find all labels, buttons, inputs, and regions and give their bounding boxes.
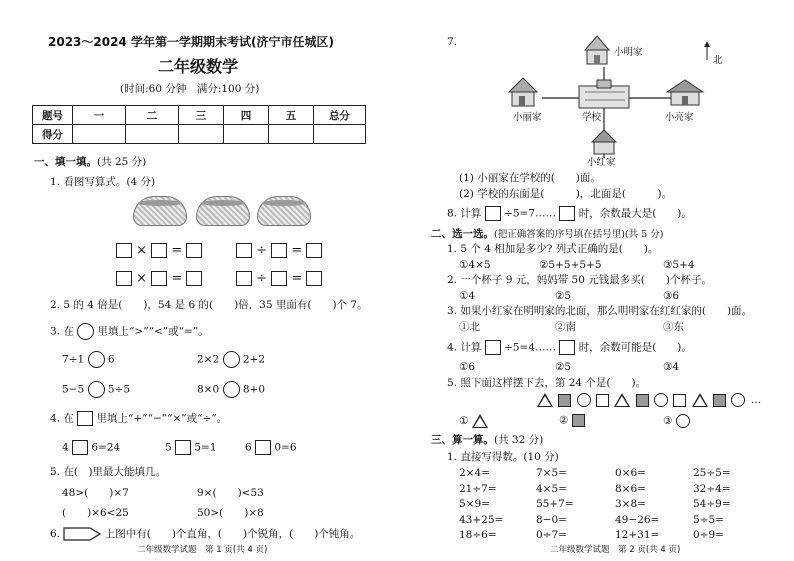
compare-circle[interactable] xyxy=(88,381,105,398)
calc-item: 21÷7= xyxy=(459,482,497,495)
calc-item: 8−0= xyxy=(536,513,567,526)
option[interactable]: ① xyxy=(459,414,490,428)
operator-item: 4 6=24 xyxy=(62,441,121,454)
compare-circle-icon xyxy=(77,323,94,340)
calc-item: 3×8= xyxy=(615,498,646,510)
answer-box[interactable] xyxy=(116,271,132,286)
option[interactable]: ③4 xyxy=(663,361,680,373)
option[interactable]: ②南 xyxy=(555,321,576,333)
calc-item: 32÷4= xyxy=(693,482,731,495)
compare-item: 5−5 5÷5 xyxy=(62,381,130,398)
equation-times-row: × = xyxy=(116,243,202,259)
option[interactable]: ③ xyxy=(663,414,692,428)
answer-box[interactable] xyxy=(271,243,287,258)
compare-circle[interactable] xyxy=(88,351,105,368)
q7-1-text: (1) 小丽家在学校的( )面。 xyxy=(459,172,601,184)
compare-item: 8×0 8+0 xyxy=(197,381,265,398)
option[interactable]: ②5 xyxy=(555,361,572,373)
fill-item: 48>( )×7 xyxy=(62,487,129,499)
compare-item: 2×2 2+2 xyxy=(197,351,265,368)
option[interactable]: ②5 xyxy=(555,290,572,302)
label-xiaoming: 小明家 xyxy=(614,47,643,58)
option[interactable]: ①6 xyxy=(459,361,476,373)
fishbowl-image xyxy=(257,196,311,226)
answer-box[interactable] xyxy=(559,206,575,221)
s2-q4-text: 4. 计算 ÷5=4…… 时，余数可能是( )。 xyxy=(447,341,692,354)
xiaohong-house-icon xyxy=(592,130,616,154)
calc-item: 5×9= xyxy=(459,498,490,510)
calc-item: 8×6= xyxy=(615,482,646,495)
q6-text: 6. 上图中有( )个直角，( )个锐角，( )个钝角。 xyxy=(50,528,361,540)
option[interactable]: ③6 xyxy=(663,290,680,302)
time-info: (时间:60 分钟 满分:100 分) xyxy=(120,83,260,95)
compare-item: 7÷1 6 xyxy=(62,351,115,368)
answer-box[interactable] xyxy=(116,243,132,258)
answer-box[interactable] xyxy=(186,271,202,286)
option[interactable]: ①北 xyxy=(459,321,480,333)
equation-div-row: ÷ = xyxy=(236,271,322,287)
score-table xyxy=(32,105,366,144)
option[interactable]: ② xyxy=(559,414,587,427)
q1-label: 1. 看图写算式。(4 分) xyxy=(50,176,156,188)
score-cell[interactable] xyxy=(224,125,269,144)
circle-icon xyxy=(731,393,745,407)
s2-q3-text: 3. 如果小红家在明明家的北面，那么明明家在红红家的( )面。 xyxy=(447,305,753,317)
exam-page-2 xyxy=(397,0,794,561)
square-icon xyxy=(596,394,609,407)
calc-item: 54÷9= xyxy=(693,498,731,510)
score-header-cell: 三 xyxy=(179,106,224,125)
option[interactable]: ①4×5 xyxy=(459,259,491,271)
school-icon xyxy=(579,80,629,108)
xiaoliang-house-icon xyxy=(667,80,703,105)
fill-item: 9×( )<53 xyxy=(197,487,264,499)
score-header-cell: 一 xyxy=(73,106,126,125)
calc-item: 25÷5= xyxy=(693,467,731,479)
answer-box[interactable] xyxy=(236,243,252,258)
answer-box[interactable] xyxy=(306,271,322,286)
score-cell[interactable] xyxy=(179,125,224,144)
score-cell[interactable] xyxy=(269,125,314,144)
q7-label: 7. xyxy=(447,36,458,48)
answer-box[interactable] xyxy=(485,340,501,355)
option[interactable]: ③东 xyxy=(663,321,684,333)
equation-div-row: ÷ = xyxy=(236,243,322,259)
triangle-icon xyxy=(537,393,553,407)
compare-circle[interactable] xyxy=(223,381,240,398)
fishbowl-image xyxy=(196,196,250,226)
subject-title: 二年级数学 xyxy=(158,57,239,76)
score-header-cell: 二 xyxy=(126,106,179,125)
option[interactable]: ③5+4 xyxy=(663,259,695,271)
option[interactable]: ②5+5+5+5 xyxy=(539,259,602,271)
label-xiaoli: 小丽家 xyxy=(513,112,542,123)
calc-item: 55+7= xyxy=(536,498,574,510)
triangle-icon xyxy=(472,414,488,428)
operator-box[interactable] xyxy=(72,440,88,455)
square-box-icon xyxy=(77,411,93,426)
fill-item: ( )×6<25 xyxy=(62,507,129,519)
score-header-cell: 五 xyxy=(269,106,314,125)
fill-item: 50>( )×8 xyxy=(197,507,264,519)
triangle-icon xyxy=(692,393,708,407)
xiaoli-house-icon xyxy=(509,78,537,106)
operator-box[interactable] xyxy=(255,440,271,455)
label-school: 学校 xyxy=(582,112,602,123)
label-north: 北 xyxy=(713,55,723,66)
score-cell[interactable] xyxy=(314,125,366,144)
xiaoming-house-icon xyxy=(585,36,609,64)
filled-square-icon xyxy=(558,394,571,407)
score-cell[interactable] xyxy=(126,125,179,144)
score-row-label: 得分 xyxy=(33,125,73,144)
label-xiaoliang: 小亮家 xyxy=(665,112,694,123)
operator-item: 5 5=1 xyxy=(165,441,217,454)
answer-box[interactable] xyxy=(236,271,252,286)
s2-q2-text: 2. 一个杯子 9 元，妈妈带 50 元钱最多买( )个杯子。 xyxy=(447,274,712,286)
s2-q1-text: 1. 5 个 4 相加是多少? 列式正确的是( )。 xyxy=(447,243,659,255)
s3-q1-text: 1. 直接写得数。(10 分) xyxy=(447,451,559,463)
section2-heading: 二、选一选。(把正确答案的序号填在括号里)(共 5 分) xyxy=(431,228,664,240)
calc-item: 0×6= xyxy=(615,467,646,479)
compare-circle[interactable] xyxy=(223,351,240,368)
calc-item: 2×4= xyxy=(459,467,490,479)
calc-item: 5÷5= xyxy=(693,513,724,526)
answer-box[interactable] xyxy=(151,243,167,258)
calc-item: 43+25= xyxy=(459,513,504,526)
answer-box[interactable] xyxy=(485,206,501,221)
fishbowl-image xyxy=(133,196,187,226)
calc-item: 18÷6= xyxy=(459,529,497,541)
circle-icon xyxy=(676,414,690,428)
answer-box[interactable] xyxy=(186,243,202,258)
score-header-cell: 题号 xyxy=(33,106,73,125)
filled-square-icon xyxy=(572,414,585,427)
operator-item: 6 0=6 xyxy=(245,441,297,454)
q8-text: 8. 计算 ÷5=7…… 时，余数最大是( )。 xyxy=(447,207,692,220)
calc-item: 0÷9= xyxy=(693,529,724,541)
q2-text: 2. 5 的 4 倍是( )，54 是 6 的( )倍，35 里面有( )个 7。 xyxy=(50,299,368,311)
option[interactable]: ①4 xyxy=(459,290,476,302)
label-xiaohong: 小红家 xyxy=(587,157,616,168)
operator-box[interactable] xyxy=(175,440,191,455)
score-header-cell: 四 xyxy=(224,106,269,125)
calc-item: 4×5= xyxy=(536,482,567,495)
answer-box[interactable] xyxy=(559,340,575,355)
pentagon-arrow-icon xyxy=(63,527,101,541)
calc-item: 12+31= xyxy=(615,529,660,541)
q5-text: 5. 在( )里最大能填几。 xyxy=(50,466,167,478)
section1-heading: 一、填一填。(共 25 分) xyxy=(34,156,147,168)
filled-square-icon xyxy=(713,394,726,407)
exam-title: 2023～2024 学年第一学期期末考试(济宁市任城区) xyxy=(48,35,334,49)
answer-box[interactable] xyxy=(306,243,322,258)
s2-q5-text: 5. 照下面这样摆下去，第 24 个是( )。 xyxy=(447,377,647,389)
section3-heading: 三、算一算。(共 32 分) xyxy=(431,434,544,446)
q3-text: 3. 在 里填上“>”“<”或“=”。 xyxy=(50,323,209,340)
score-cell[interactable] xyxy=(73,125,126,144)
answer-box[interactable] xyxy=(271,271,287,286)
square-icon xyxy=(673,394,686,407)
q7-2-text: (2) 学校的东面是( )，北面是( )。 xyxy=(459,188,673,200)
score-header-cell: 总分 xyxy=(314,106,366,125)
answer-box[interactable] xyxy=(151,271,167,286)
q4-text: 4. 在 里填上“+”“−”“×”或“÷”。 xyxy=(50,412,228,425)
filled-square-icon xyxy=(636,394,649,407)
calc-item: 0÷7= xyxy=(536,529,567,541)
shape-sequence: … xyxy=(537,393,761,407)
page-footer: 二年级数学试题 第 2 页(共 4 页) xyxy=(550,545,681,555)
circle-icon xyxy=(577,393,591,407)
equation-times-row: × = xyxy=(116,271,202,287)
calc-item: 7×5= xyxy=(536,467,567,479)
page-footer: 二年级数学试题 第 1 页(共 4 页) xyxy=(137,545,268,555)
circle-icon xyxy=(654,393,668,407)
calc-item: 49−26= xyxy=(615,513,660,526)
triangle-icon xyxy=(614,393,630,407)
